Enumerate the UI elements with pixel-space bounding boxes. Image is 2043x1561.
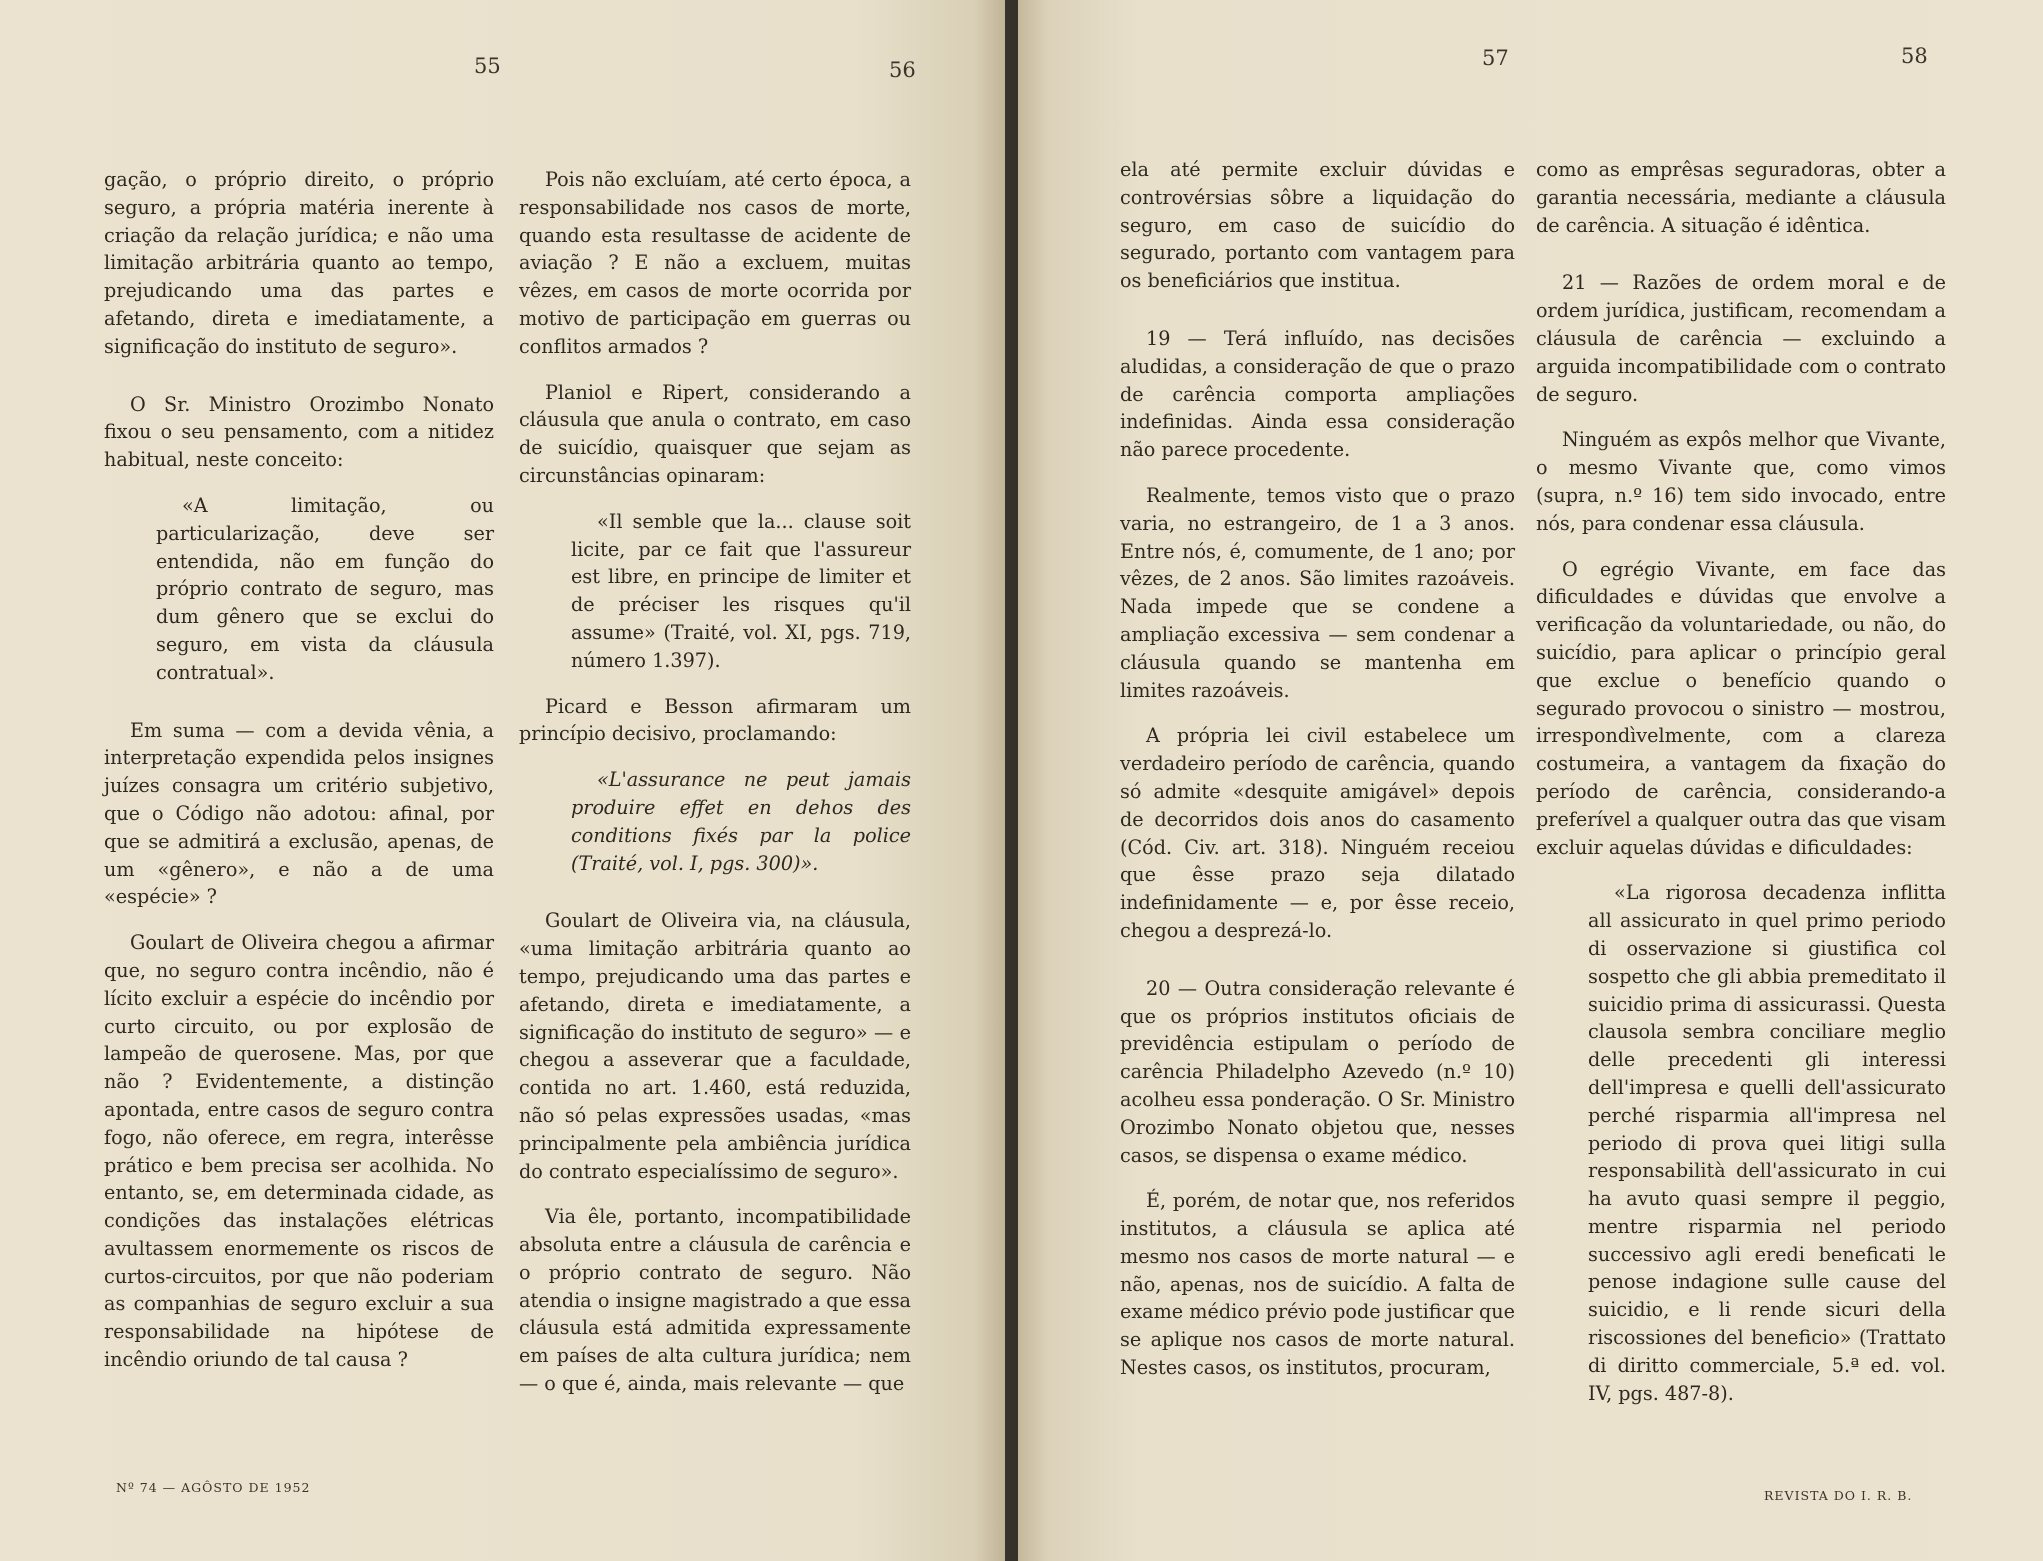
quote: «Il semble que la... clause soit licite, par ce fait que l'assureur est libre, en principe de limiter et de préciser les risques qu'il assume» (Traité, vol. XI, pgs. 719, número 1.397). [571, 509, 911, 672]
paragraph: A própria lei civil estabelece um verdadeiro período de carência, quando só admite «desquite amigável» depois de decorridos dois anos do casamento (Cód. Civ. art. 318). Ninguém receiou que êsse prazo seja dilatado indefinidamente — e, por êsse receio, chegou a desprezá-lo. [1120, 724, 1515, 942]
left-page [0, 0, 1005, 1561]
column-page-56 [519, 166, 911, 1398]
quote: «L'assurance ne peut jamais produire effet en dehos des conditions fixés par la police (Traité, vol. I, pgs. 300)». [571, 768, 911, 875]
quote: «A limitação, ou particularização, deve ser entendida, não em função do próprio contrato de seguro, mas dum gênero que se exclui do seguro, em vista da cláusula contratual». [156, 493, 494, 684]
paragraph: Em suma — com a devida vênia, a interpretação expendida pelos insignes juízes consagra um critério subjetivo, que o Código não adotou: afinal, por que se admitirá a exclusão, apenas, de um «gênero», e não a de uma «espécie» ? [104, 718, 494, 909]
paragraph: Planiol e Ripert, considerando a cláusula que anula o contrato, em caso de suicídio, quaisquer que sejam as circunstâncias opinaram: [519, 380, 911, 487]
paragraph: Ninguém as expôs melhor que Vivante, o mesmo Vivante que, como vimos (supra, n.º 16) tem sido invocado, entre nós, para condenar essa cláusula. [1536, 428, 1946, 535]
page-number-56: 56 [889, 58, 916, 82]
book-gutter [1005, 0, 1018, 1561]
paragraph: como as emprêsas seguradoras, obter a garantia necessária, mediante a cláusula de carência. A situação é idêntica. [1536, 158, 1946, 237]
paragraph: gação, o próprio direito, o próprio seguro, a própria matéria inerente à criação da relação jurídica; e não uma limitação arbitrária quanto ao tempo, prejudicando uma das partes e afetando, direta e imediatamente, a significação do instituto de seguro». [104, 168, 494, 358]
quote: «La rigorosa decadenza inflitta all assicurato in quel primo periodo di osservazione si giustifica col sospetto che gli abbia premeditato il suicidio prima di assicurassi. Questa clausola sembra conciliare meglio delle precedenti gli interessi dell'impresa e quelli dell'assicurato perché risparmia all'impresa nel periodo di prova quei litigi sulla responsabilità dell'assicurato in cui ha avuto quasi sempre il peggio, mentre risparmia nel periodo successivo agli eredi beneficati le penose indagione sulle cause del suicidio, e li rende sicuri della riscossiones del beneficio» (Trattato di diritto commerciale, 5.ª ed. vol. IV, pgs. 487-8). [1588, 881, 1946, 1405]
paragraph: Goulart de Oliveira via, na cláusula, «uma limitação arbitrária quanto ao tempo, prejudicando uma das partes e afetando, direta e imediatamente, a significação do instituto de seguro» — e chegou a asseverar que a faculdade, contida no art. 1.460, está reduzida, não só pelas expressões usadas, «mas principalmente pela ambiência jurídica do contrato especialíssimo de seguro». [519, 909, 911, 1183]
paragraph: 21 — Razões de ordem moral e de ordem jurídica, justificam, recomendam a cláusula de carência — excluindo a arguida incompatibilidade com o contrato de seguro. [1536, 271, 1946, 406]
right-page [1018, 0, 2043, 1561]
paragraph: Picard e Besson afirmaram um princípio decisivo, proclamando: [519, 694, 911, 746]
footer-issue: Nº 74 — AGÔSTO DE 1952 [116, 1480, 311, 1495]
page-number-58: 58 [1901, 44, 1928, 68]
paragraph: O egrégio Vivante, em face das dificuldades e dúvidas que envolve a verificação da voluntariedade, ou não, do suicídio, para aplicar o princípio geral que exclue o benefício quando o segurado provocou o sinistro — mostrou, irrespondìvelmente, com a clareza costumeira, a vantagem da fixação do período de carência, considerando-a preferível a qualquer outra das que visam excluir aquelas dúvidas e dificuldades: [1536, 557, 1946, 859]
paragraph: Via êle, portanto, incompatibilidade absoluta entre a cláusula de carência e o próprio contrato de seguro. Não atendia o insigne magistrado a que essa cláusula está admitida expressamente em países de alta cultura jurídica; nem — o que é, ainda, mais relevante — que [519, 1205, 911, 1396]
paragraph: ela até permite excluir dúvidas e controvérsias sôbre a liquidação do seguro, em caso de suicídio do segurado, portanto com vantagem para os beneficiários que institua. [1120, 158, 1515, 293]
paragraph: 20 — Outra consideração relevante é que os próprios institutos oficiais de previdência estipulam o período de carência Philadelpho Azevedo (n.º 10) acolheu essa ponderação. O Sr. Ministro Orozimbo Nonato objetou que, nesses casos, se dispensa o exame médico. [1120, 976, 1515, 1167]
paragraph: Goulart de Oliveira chegou a afirmar que, no seguro contra incêndio, não é lícito excluir a espécie do incêndio por curto circuito, ou por explosão de lampeão de querosene. Mas, por que não ? Evidentemente, a distinção apontada, entre casos de seguro contra fogo, não oferece, em regra, interêsse prático e bem precisa ser acolhida. No entanto, se, em determinada cidade, as condições das instalações elétricas avultassem enormemente os riscos de curtos-circuitos, por que não poderiam as companhias de seguro excluir a sua responsabilidade na hipótese de incêndio oriundo de tal causa ? [104, 931, 494, 1372]
paragraph: 19 — Terá influído, nas decisões aludidas, a consideração de que o prazo de carência comporta ampliações indefinidas. Ainda essa consideração não parece procedente. [1120, 326, 1515, 462]
page-number-55: 55 [474, 54, 501, 78]
paragraph: É, porém, de notar que, nos referidos institutos, a cláusula se aplica até mesmo nos casos de morte natural — e não, apenas, nos de suicídio. A falta de exame médico prévio pode justificar que se aplique nos casos de morte natural. Nestes casos, os institutos, procuram, [1120, 1189, 1515, 1380]
paragraph: O Sr. Ministro Orozimbo Nonato fixou o seu pensamento, com a nitidez habitual, neste conceito: [104, 392, 494, 472]
paragraph: Pois não excluíam, até certo época, a responsabilidade nos casos de morte, quando esta resultasse de acidente de aviação ? E não a excluem, muitas vêzes, em casos de morte ocorrida por motivo de participação em guerras ou conflitos armados ? [519, 168, 911, 358]
footer-journal: REVISTA DO I. R. B. [1764, 1488, 1913, 1503]
column-page-55 [104, 166, 494, 1374]
page-number-57: 57 [1482, 46, 1509, 70]
column-page-57 [1120, 156, 1515, 1382]
paragraph: Realmente, temos visto que o prazo varia, no estrangeiro, de 1 a 3 anos. Entre nós, é, comumente, de 1 ano; por vêzes, de 2 anos. São limites razoáveis. Nada impede que se condene a ampliação excessiva — sem condenar a cláusula quando se mantenha em limites razoáveis. [1120, 483, 1515, 702]
column-page-58 [1536, 156, 1946, 1407]
